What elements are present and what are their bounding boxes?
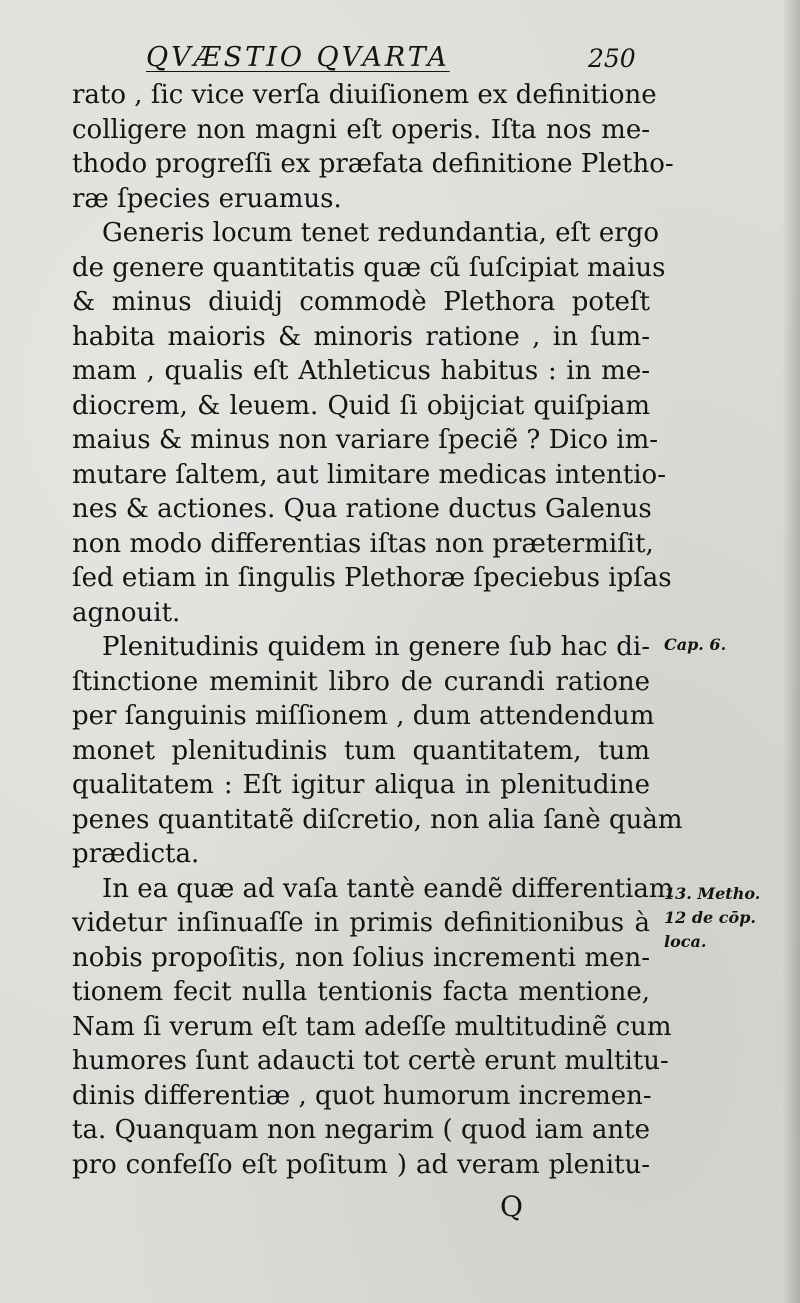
- paragraph: [72, 872, 674, 1183]
- text-line: qualitatem : Eſt igitur aliqua in plenitudine: [72, 770, 650, 800]
- text-line: penes quantitatẽ diſcretio, non alia ſanè quàm: [72, 804, 683, 835]
- margin-note-line: loca.: [664, 932, 707, 951]
- text-line: nobis propoſitis, non ſolius incrementi men-: [72, 942, 650, 973]
- catchword: Q: [500, 1190, 523, 1223]
- text-line: thodo progreſſi ex præfata definitione Pletho-: [72, 149, 674, 179]
- text-line: mam , qualis eſt Athleticus habitus : in me-: [72, 356, 650, 386]
- paragraph: [72, 630, 683, 872]
- text-line: Generis locum tenet redundantia, eſt ergo: [102, 218, 659, 248]
- text-line: Plenitudinis quidem in genere ſub hac di-: [102, 632, 650, 662]
- text-line: Nam ſi verum eſt tam adeſſe multitudinẽ cum: [72, 1011, 672, 1042]
- margin-note-line: 13. Metho.: [664, 884, 761, 903]
- page-edge-shadow: [782, 0, 800, 1303]
- text-line: tionem fecit nulla tentionis facta mentione,: [72, 977, 650, 1007]
- margin-note: [664, 633, 726, 657]
- text-line: videtur inſinuaſſe in primis definitionibus à: [72, 908, 650, 938]
- text-line: humores ſunt adaucti tot certè erunt multitu-: [72, 1046, 669, 1076]
- text-line: habita maioris & minoris ratione , in ſum-: [72, 321, 650, 352]
- text-line: In ea quæ ad vaſa tantè eandẽ differentiam: [102, 873, 674, 904]
- text-line: rato , ſic vice verſa diuiſionem ex definitione: [72, 80, 657, 110]
- text-line: per ſanguinis miſſionem , dum attendendum: [72, 701, 655, 731]
- paragraph: [72, 216, 672, 630]
- text-line: prædicta.: [72, 839, 200, 869]
- text-line: ræ ſpecies eruamus.: [72, 183, 342, 214]
- text-line: dinis differentiæ , quot humorum incremen-: [72, 1080, 652, 1111]
- text-line: maius & minus non variare ſpeciẽ ? Dico im-: [72, 425, 659, 455]
- running-head-title: QVÆSTIO QVARTA: [146, 42, 450, 73]
- text-line: monet plenitudinis tum quantitatem, tum: [72, 735, 650, 766]
- text-line: non modo differentias iſtas non prætermiſit,: [72, 528, 654, 559]
- text-line: agnouit.: [72, 597, 181, 628]
- text-line: & minus diuidj commodè Plethora poteſt: [72, 287, 650, 317]
- margin-note: [664, 882, 760, 954]
- text-line: nes & actiones. Qua ratione ductus Galenus: [72, 494, 652, 524]
- margin-note-line: 12 de cōp.: [664, 908, 756, 927]
- text-line: mutare ſaltem, aut limitare medicas intentio-: [72, 459, 666, 490]
- page-number: 250: [588, 44, 636, 73]
- running-head: [140, 42, 640, 82]
- text-line: pro confeſſo eſt poſitum ) ad veram plenitu-: [72, 1149, 650, 1180]
- text-line: diocrem, & leuem. Quid ſi obijciat quiſpiam: [72, 390, 650, 421]
- body-text: [72, 78, 683, 1182]
- margin-note-line: Cap. 6.: [664, 635, 727, 654]
- text-line: ſed etiam in ſingulis Plethoræ ſpeciebus ipſas: [72, 563, 672, 593]
- text-line: ta. Quanquam non negarim ( quod iam ante: [72, 1115, 650, 1145]
- text-line: colligere non magni eſt operis. Iſta nos me-: [72, 114, 650, 145]
- text-line: ſtinctione meminit libro de curandi ratione: [72, 666, 650, 697]
- paragraph: [72, 78, 674, 216]
- text-line: de genere quantitatis quæ cũ ſuſcipiat maius: [72, 252, 666, 283]
